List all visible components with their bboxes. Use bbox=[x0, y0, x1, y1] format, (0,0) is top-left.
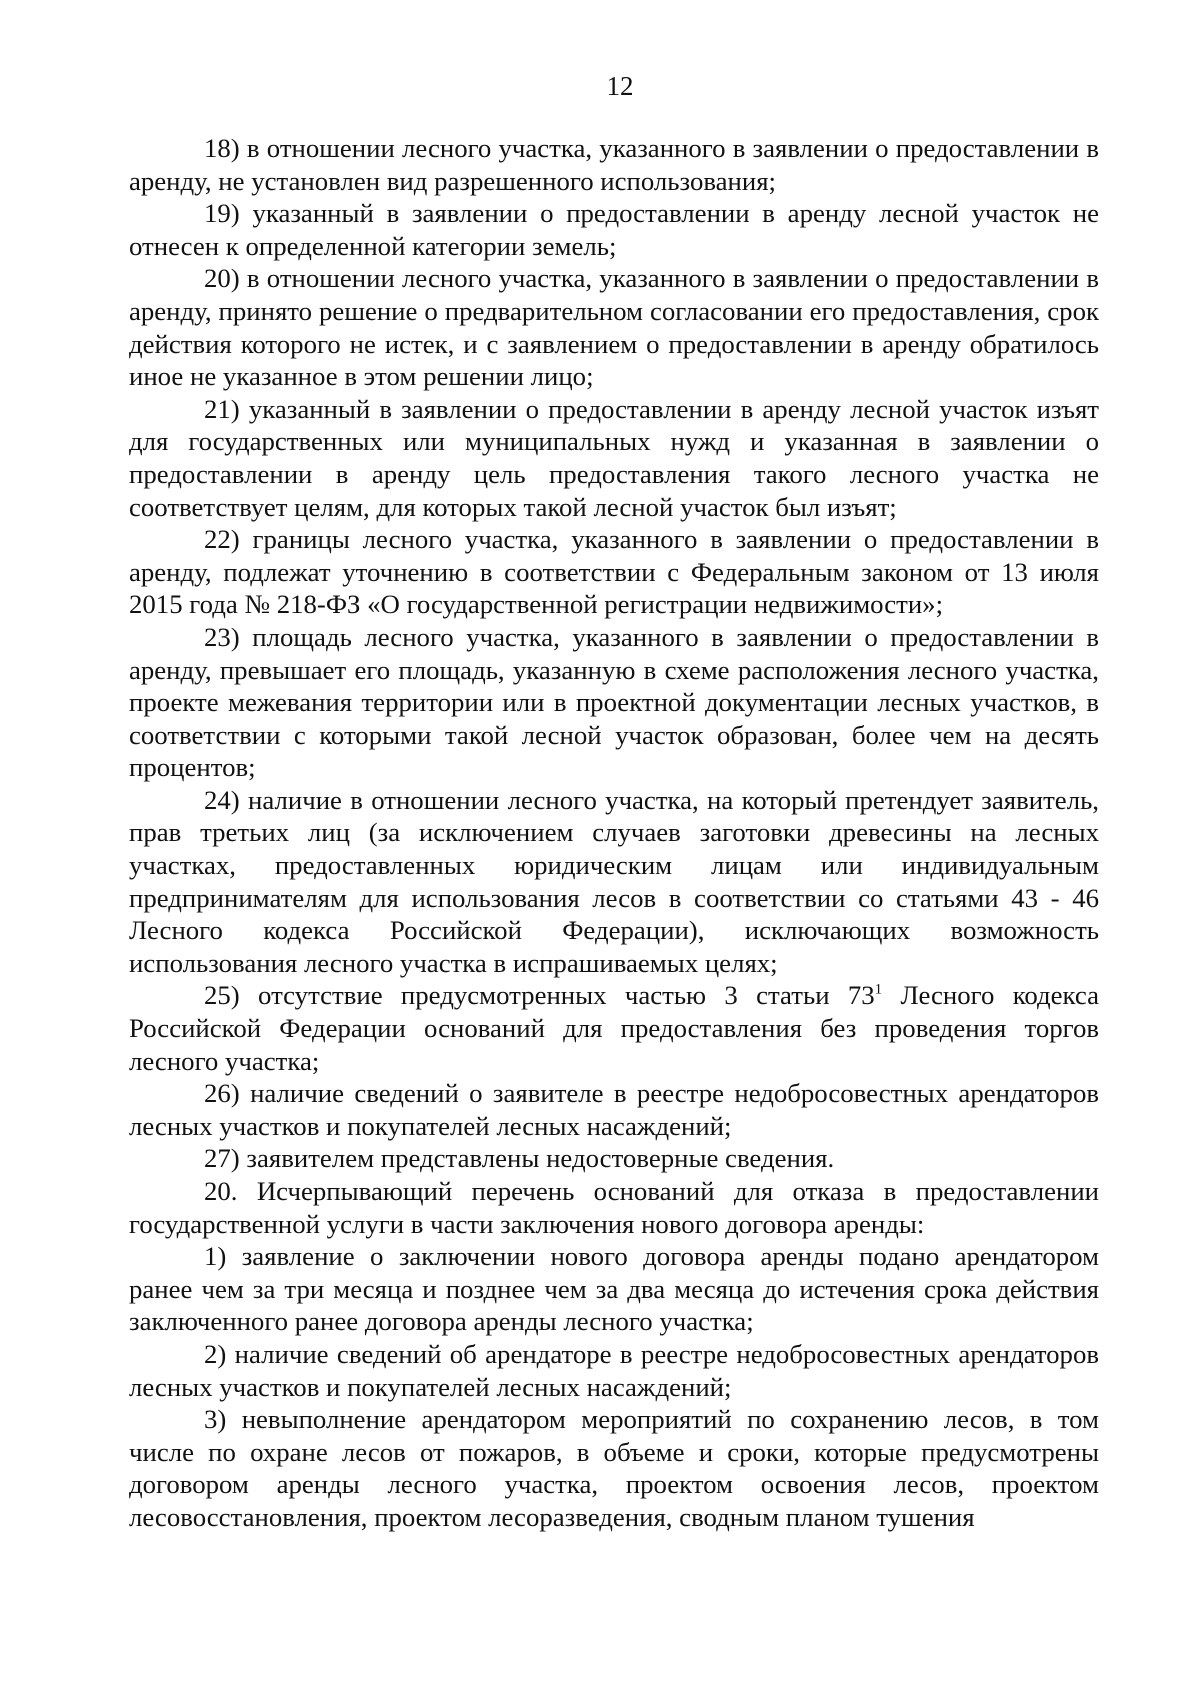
paragraph-item-25 bbox=[129, 979, 1099, 1077]
section-20-item-3: 3) невыполнение арендатором мероприятий по сохранению лесов, в том числе по охране лесов от пожаров, в объеме и сроки, которые предусмотрены договором аренды лесного участка, проектом освоения лесов, проектом лесовосстановления, проектом лесоразведения, сводным планом тушения bbox=[129, 1404, 1099, 1532]
document-body bbox=[129, 132, 1099, 1534]
paragraph-item-18: 18) в отношении лесного участка, указанного в заявлении о предоставлении в аренду, не установлен вид разрешенного использования; bbox=[129, 133, 1099, 196]
paragraph-item-23: 23) площадь лесного участка, указанного в заявлении о предоставлении в аренду, превышает его площадь, указанную в схеме расположения лесного участка, проекте межевания территории или в проектной документации лесных участков, в соответствии с которыми такой лесной участок образован, более чем на десять процентов; bbox=[129, 621, 1099, 783]
paragraph-item-27: 27) заявителем представлены недостоверные сведения. bbox=[204, 1143, 835, 1174]
section-20-item-1: 1) заявление о заключении нового договора аренды подано арендатором ранее чем за три месяца и позднее чем за два месяца до истечения срока действия заключенного ранее договора аренды лесного участка; bbox=[129, 1241, 1099, 1337]
paragraph-item-24: 24) наличие в отношении лесного участка, на который претендует заявитель, прав третьих лиц (за исключением случаев заготовки древесины на лесных участках, предоставленных юридическим лицам или индивидуальным предпринимателям для использования лесов в соответствии со статьями 43 - 46 Лесного кодекса Российской Федерации), исключающих возможность использования лесного участка в испрашиваемых целях; bbox=[129, 784, 1099, 978]
paragraph-item-19: 19) указанный в заявлении о предоставлении в аренду лесной участок не отнесен к определенной категории земель; bbox=[129, 198, 1099, 261]
page-number: 12 bbox=[606, 71, 634, 101]
paragraph-25-text-start: 25) отсутствие предусмотренных частью 3 статьи 73 bbox=[204, 980, 875, 1011]
section-20-item-2: 2) наличие сведений об арендаторе в реестре недобросовестных арендаторов лесных участков и покупателей лесных насаждений; bbox=[129, 1338, 1099, 1402]
paragraph-item-22: 22) границы лесного участка, указанного в заявлении о предоставлении в аренду, подлежат уточнению в соответствии с Федеральным законом от 13 июля 2015 года № 218-ФЗ «О государственной регистрации недвижимости»; bbox=[129, 524, 1099, 620]
paragraph-item-21: 21) указанный в заявлении о предоставлении в аренду лесной участок изъят для государственных или муниципальных нужд и указанная в заявлении о предоставлении в аренду цель предоставления такого лесного участка не соответствует целям, для которых такой лесной участок был изъят; bbox=[129, 393, 1099, 522]
article-superscript: 1 bbox=[874, 981, 883, 998]
paragraph-25-text-end: Лесного кодекса Российской Федерации оснований для предоставления без проведения торгов лесного участка; bbox=[129, 980, 1099, 1076]
section-20-heading: 20. Исчерпывающий перечень оснований для отказа в предоставлении государственной услуги в части заключения нового договора аренды: bbox=[129, 1176, 1099, 1239]
paragraph-item-26: 26) наличие сведений о заявителе в реестре недобросовестных арендаторов лесных участков и покупателей лесных насаждений; bbox=[129, 1078, 1099, 1141]
paragraph-item-20: 20) в отношении лесного участка, указанного в заявлении о предоставлении в аренду, принято решение о предварительном согласовании его предоставления, срок действия которого не истек, и с заявлением о предоставлении в аренду обратилось иное не указанное в этом решении лицо; bbox=[129, 263, 1099, 392]
